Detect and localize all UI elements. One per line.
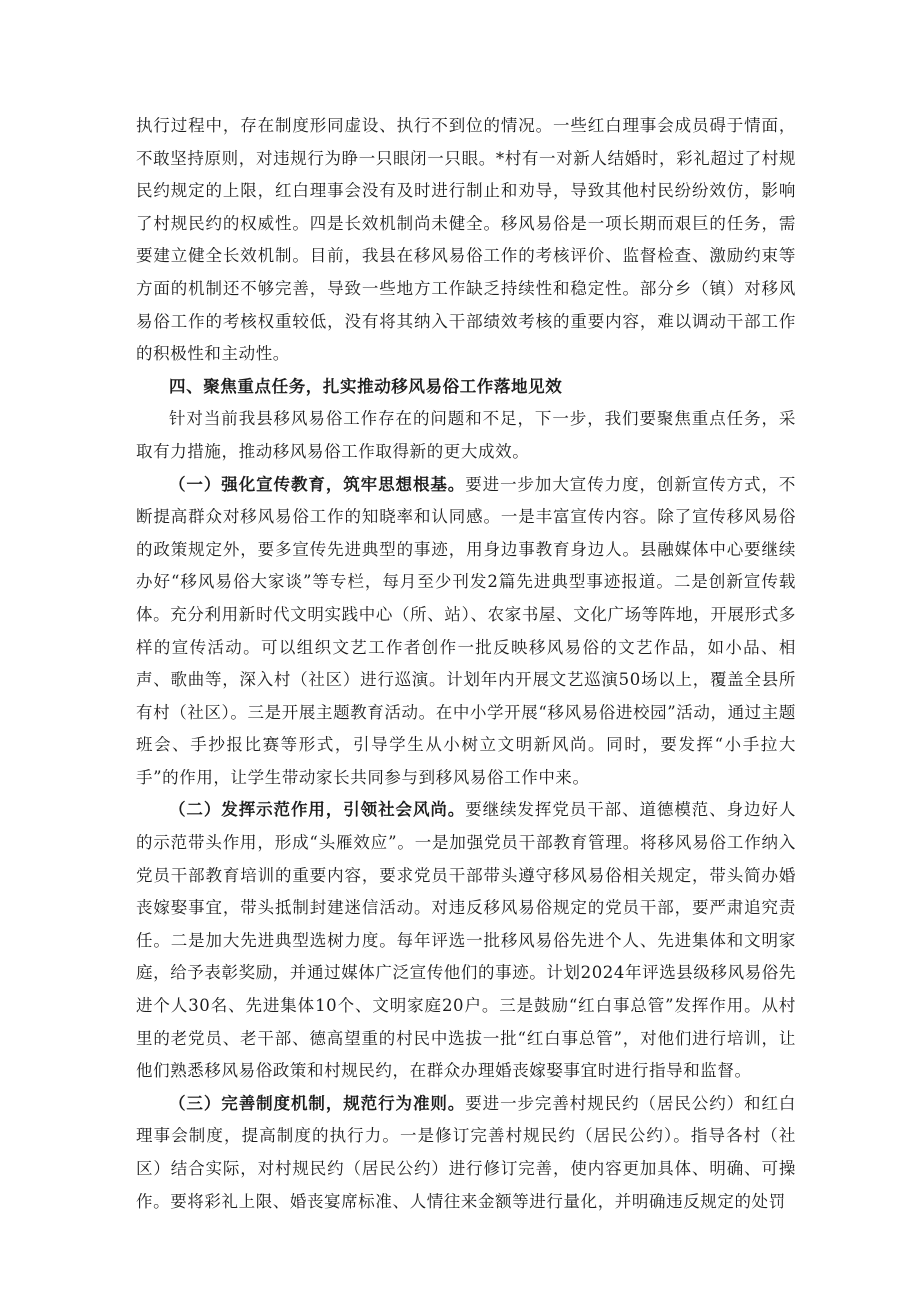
subsection-1-title: （一）强化宣传教育，筑牢思想根基。 [169,474,466,494]
subsection-3-body: 要进一步完善村规民约（居民公约）和红白理事会制度，提高制度的执行力。一是修订完善村规民约（居民公约）。指导各村（社区）结合实际，对村规民约（居民公约）进行修订完善，使内容更加具体、明确、可操作。要将彩礼上限、婚丧宴席标准、人情往来金额等进行量化，并明确违反规定的处罚 [136,1093,796,1211]
subsection-3-title: （三）完善制度机制，规范行为准则。 [169,1093,466,1113]
subsection-2-body: 要继续发挥党员干部、道德模范、身边好人的示范带头作用，形成“头雁效应”。一是加强党员干部教育管理。将移风易俗工作纳入党员干部教育培训的重要内容，要求党员干部带头遵守移风易俗相关规定，带头简办婚丧嫁娶事宜，带头抵制封建迷信活动。对违反移风易俗规定的党员干部，要严肃追究责任。二是加大先进典型选树力度。每年评选一批移风易俗先进个人、先进集体和文明家庭，给予表彰奖励，并通过媒体广泛宣传他们的事迹。计划2024年评选县级移风易俗先进个人30名、先进集体10个、文明家庭20户。三是鼓励“红白事总管”发挥作用。从村里的老党员、老干部、德高望重的村民中选拔一批“红白事总管”，对他们进行培训，让他们熟悉移风易俗政策和村规民约，在群众办理婚丧嫁娶事宜时进行指导和监督。 [136,800,796,1081]
subsection-2 [136,794,796,1087]
subsection-1 [136,469,796,795]
document-page [136,110,796,1218]
intro-paragraph: 针对当前我县移风易俗工作存在的问题和不足，下一步，我们要聚焦重点任务，采取有力措施，推动移风易俗工作取得新的更大成效。 [136,409,796,461]
subsection-2-title: （二）发挥示范作用，引领社会风尚。 [169,800,466,820]
subsection-3 [136,1088,796,1218]
subsection-1-body: 要进一步加大宣传力度，创新宣传方式，不断提高群众对移风易俗工作的知晓率和认同感。一是丰富宣传内容。除了宣传移风易俗的政策规定外，要多宣传先进典型的事迹，用身边事教育身边人。县融媒体中心要继续办好“移风易俗大家谈”等专栏，每月至少刊发2篇先进典型事迹报道。二是创新宣传载体。充分利用新时代文明实践中心（所、站）、农家书屋、文化广场等阵地，开展形式多样的宣传活动。可以组织文艺工作者创作一批反映移风易俗的文艺作品，如小品、相声、歌曲等，深入村（社区）进行巡演。计划年内开展文艺巡演50场以上，覆盖全县所有村（社区）。三是开展主题教育活动。在中小学开展“移风易俗进校园”活动，通过主题班会、手抄报比赛等形式，引导学生从小树立文明新风尚。同时，要发挥“小手拉大手”的作用，让学生带动家长共同参与到移风易俗工作中来。 [136,474,796,787]
paragraph-continued: 执行过程中，存在制度形同虚设、执行不到位的情况。一些红白理事会成员碍于情面，不敢坚持原则，对违规行为睁一只眼闭一只眼。*村有一对新人结婚时，彩礼超过了村规民约规定的上限，红白理事会没有及时进行制止和劝导，导致其他村民纷纷效仿，影响了村规民约的权威性。四是长效机制尚未健全。移风易俗是一项长期而艰巨的任务，需要建立健全长效机制。目前，我县在移风易俗工作的考核评价、监督检查、激励约束等方面的机制还不够完善，导致一些地方工作缺乏持续性和稳定性。部分乡（镇）对移风易俗工作的考核权重较低，没有将其纳入干部绩效考核的重要内容，难以调动干部工作的积极性和主动性。 [136,116,796,364]
section-heading-4: 四、聚焦重点任务，扎实推动移风易俗工作落地见效 [169,376,563,396]
